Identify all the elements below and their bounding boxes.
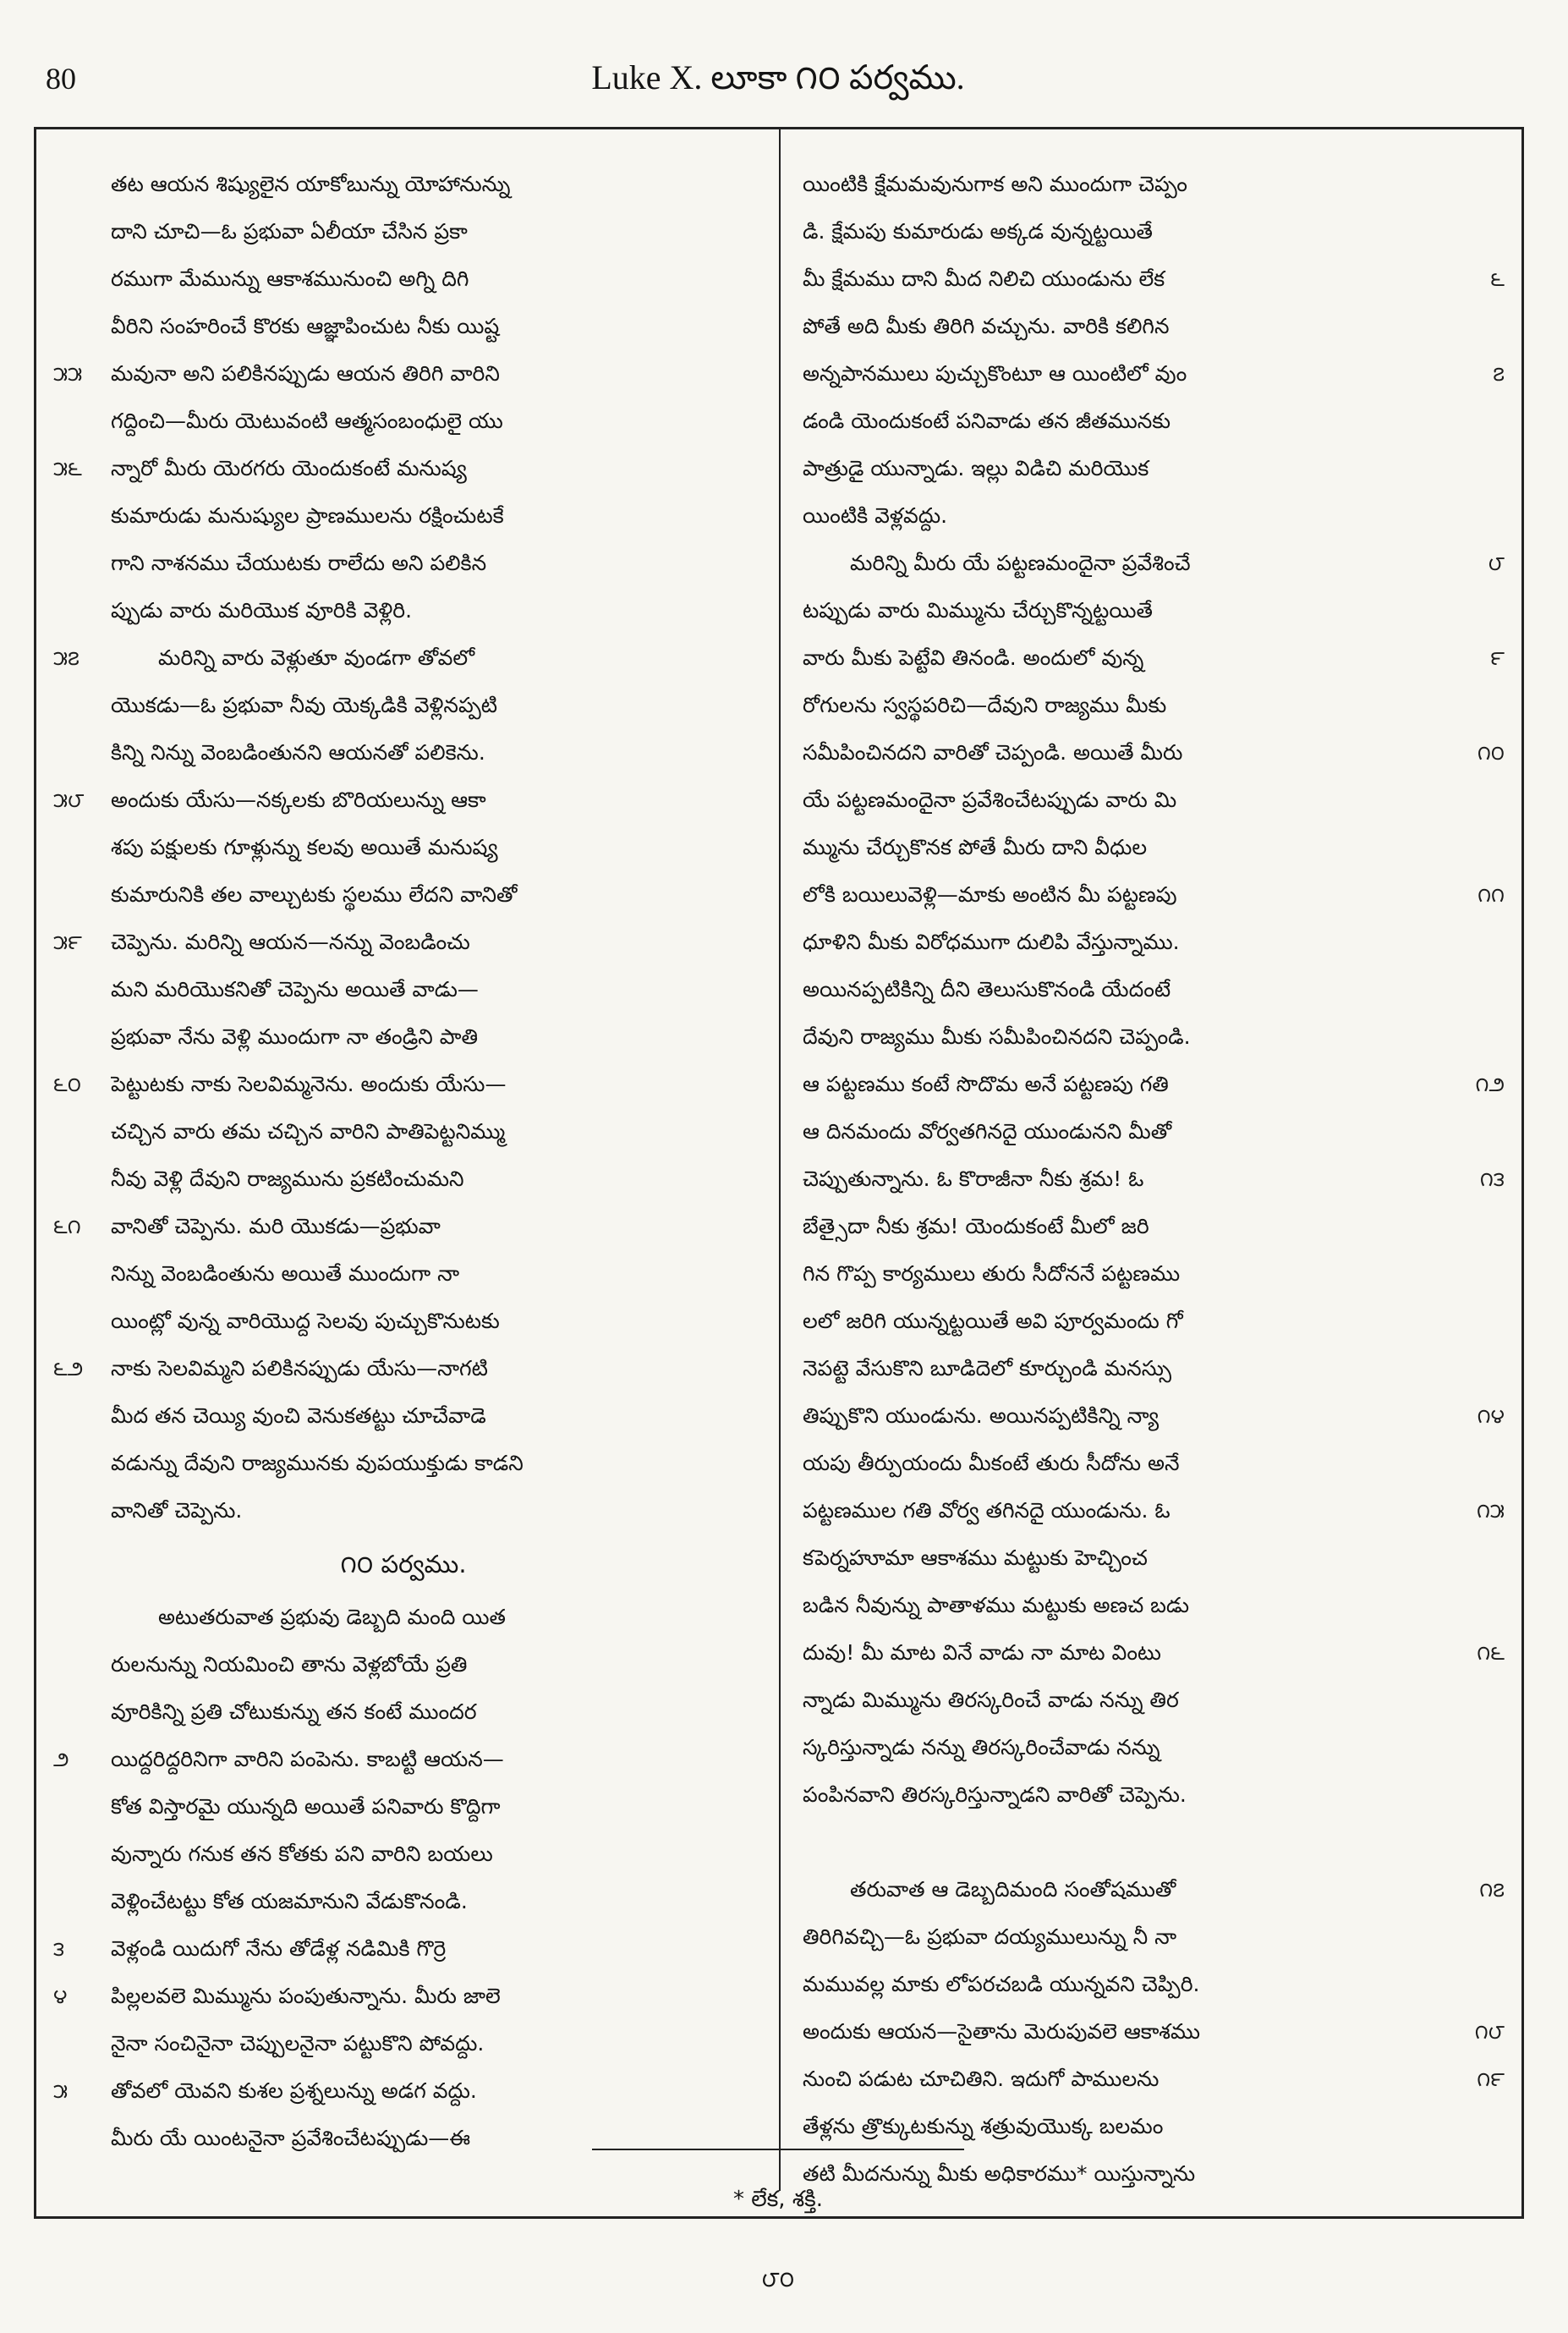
line-text: అటుతరువాత ప్రభువు డెబ్బది మంది యిత [158,1605,506,1629]
text-line [798,966,1508,1013]
text-line [798,161,1508,208]
line-text: యపు తీర్పుయందు మీకంటే తురు సీదోను అనే [803,1451,1180,1475]
line-text: పెట్టుటకు నాకు సెలవిమ్మనెను. అందుకు యేసు— [111,1072,507,1096]
line-text: మీద తన చెయ్యి వుంచి వెనుకతట్టు చూచేవాడె [111,1403,486,1428]
line-text: నుంచి పడుట చూచితిని. ఇదుగో పాములను [803,2067,1160,2091]
text-line [798,587,1508,634]
text-line [48,1203,759,1250]
line-text: అందుకు యేసు—నక్కలకు బొరియలున్ను ఆకా [111,788,486,812]
text-line [798,777,1508,824]
line-text: బడిన నీవున్ను పాతాళము మట్టుకు అణచ బడు [803,1593,1190,1617]
verse-number: ౭ [1493,362,1505,386]
verse-number: ౧౨ [1475,1073,1505,1096]
line-text: యింట్లో వున్న వారియొద్ద సెలవు పుచ్చుకొనుటకు [111,1309,500,1333]
text-line [48,1973,759,2020]
line-text: యే పట్టణమందైనా ప్రవేశించేటప్పుడు వారు మి [803,788,1177,812]
text-line [798,634,1508,682]
line-text: గిన గొప్ప కార్యములు తురు సీదోననే పట్టణము [803,1261,1181,1286]
line-text: యింటికి వెళ్లవద్దు. [803,503,948,528]
line-text: కుమారుడు మనుష్యుల ప్రాణములను రక్షించుటకే [111,503,504,528]
line-text: న్నారో మీరు యెరగరు యెందుకంటే మనుష్య [111,456,467,480]
text-line [48,303,759,350]
verse-number: ౧౩ [1479,1167,1505,1191]
line-text: తేళ్లను త్రొక్కుటకున్ను శత్రువుయొక్క బలమం [803,2114,1164,2138]
line-text: మీ క్షేమము దాని మీద నిలిచి యుండును లేక [803,266,1165,291]
text-line [48,1878,759,1925]
text-line [798,398,1508,445]
text-line [48,682,759,729]
text-line [798,1061,1508,1108]
text-line [48,208,759,255]
text-line [48,398,759,445]
text-line [798,1724,1508,1771]
text-line [798,824,1508,871]
verse-number: ౫౭ [53,646,79,670]
verse-number: ౪ [53,1984,68,2008]
line-text: వెళ్లండి యిదుగో నేను తోడేళ్ల నడిమికి గొర్రె [111,1936,447,1961]
line-text: గాని నాశనము చేయుటకు రాలేదు అని పలికిన [111,551,487,575]
text-line [48,1392,759,1440]
line-text: తిరిగివచ్చి—ఓ ప్రభువా దయ్యములున్ను నీ నా [803,1924,1177,1949]
line-text: డి. క్షేమపు కుమారుడు అక్కడ వున్నట్టయితే [803,219,1153,244]
text-line [798,682,1508,729]
line-text: సమీపించినదని వారితో చెప్పండి. అయితే మీరు [803,740,1183,765]
text-line [798,1771,1508,1819]
line-text: లలో జరిగి యున్నట్టయితే అవి పూర్వమందు గో [803,1309,1183,1333]
line-text: నెపట్టె వేసుకొని బూడిదెలో కూర్చుండి మనస్సు [803,1356,1171,1381]
footnote-rule [592,2149,964,2150]
text-line [798,255,1508,303]
text-line [48,1061,759,1108]
text-line [798,492,1508,540]
text-line [798,1487,1508,1534]
line-text: మరిన్ని వారు వెళ్లుతూ వుండగా తోవలో [158,645,475,670]
line-text: అన్నపానములు పుచ్చుకొంటూ ఆ యింటిలో వుం [803,361,1187,386]
verse-number: ౧౧ [1478,883,1505,907]
text-line [48,1594,759,1641]
text-line [798,2103,1508,2150]
line-text: బేత్సైదా నీకు శ్రమ! యెందుకంటే మీలో జరి [803,1214,1149,1238]
line-text: చెప్పుతున్నాను. ఓ కొరాజీనా నీకు శ్రమ! ఓ [803,1166,1144,1191]
line-text: నైనా సంచినైనా చెప్పులనైనా పట్టుకొని పోవద్దు. [111,2031,485,2056]
text-line [48,1736,759,1783]
line-text: గద్దించి—మీరు యెటువంటి ఆత్మసంబంధులై యు [111,409,503,433]
text-line [798,1961,1508,2008]
verse-number: ౮ [1488,552,1505,575]
text-line [48,1298,759,1345]
text-line [798,1013,1508,1061]
text-line [48,2020,759,2067]
verse-number: ౩ [53,1937,65,1961]
text-line [48,2115,759,2162]
text-line [798,1677,1508,1724]
right-column [798,161,1508,2198]
text-line [798,208,1508,255]
line-text: రులనున్ను నియమించి తాను వెళ్లబోయే ప్రతి [111,1652,468,1677]
text-line [798,729,1508,777]
line-text: తోవలో యెవని కుశల ప్రశ్నలున్ను అడగ వద్దు. [111,2078,477,2103]
text-line [48,1487,759,1534]
text-line [48,1013,759,1061]
text-line [48,1108,759,1156]
text-line [798,1866,1508,1913]
verse-number: ౯ [1490,646,1505,670]
text-line [48,587,759,634]
verse-number: ౧౬ [1477,1641,1505,1665]
line-text: పంపినవాని తిరస్కరిస్తున్నాడని వారితో చెప్పెను. [803,1782,1187,1807]
line-text: కోత విస్తారమై యున్నది అయితే పనివారు కొద్దిగా [111,1794,501,1819]
line-text: మ్మును చేర్చుకొనక పోతే మీరు దాని వీధుల [803,835,1148,859]
page [34,34,1522,2292]
line-text: వడున్ను దేవుని రాజ్యమునకు వుపయుక్తుడు కాడని [111,1451,524,1475]
line-text: చెప్పెను. మరిన్ని ఆయన—నన్ను వెంబడించు [111,930,470,954]
line-text: వూరికిన్ని ప్రతి చోటుకున్ను తన కంటే ముందర [111,1699,477,1724]
line-text: వెళ్లించేటట్టు కోత యజమానుని వేడుకొనండి. [111,1889,468,1913]
line-text: కపెర్నహూమా ఆకాశము మట్టుకు హెచ్చించ [803,1545,1148,1570]
verse-number: ౨ [53,1748,69,1771]
line-text: అందుకు ఆయన—సైతాను మెరుపువలె ఆకాశము [803,2019,1201,2044]
verse-number: ౧౦ [1477,741,1505,765]
text-line [798,1108,1508,1156]
verse-number: ౧౭ [1479,1878,1505,1902]
text-line [798,2056,1508,2103]
line-text: లోకి బయిలువెళ్లి—మాకు అంటిన మీ పట్టణపు [803,882,1177,907]
verse-number: ౬౨ [53,1357,84,1381]
line-text: తిప్పుకొని యుండును. అయినప్పటికిన్ని న్యా [803,1403,1160,1428]
line-text: నాకు సెలవిమ్మని పలికినప్పుడు యేసు—నాగటి [111,1356,488,1381]
verse-number: ౫౫ [53,362,83,386]
text-line [48,824,759,871]
text-line [798,919,1508,966]
text-line [798,1345,1508,1392]
line-text: దువు! మీ మాట వినే వాడు నా మాట వింటు [803,1640,1161,1665]
line-text: యొకడు—ఓ ప్రభువా నీవు యెక్కడికి వెళ్లినప్పటి [111,693,498,717]
line-text: వీరిని సంహరించే కొరకు ఆజ్ఞాపించుట నీకు యిష్ట [111,314,500,338]
text-line [798,1913,1508,1961]
line-text: ధూళిని మీకు విరోధముగా దులిపి వేస్తున్నాము. [803,930,1180,954]
line-text: నిన్ను వెంబడింతును అయితే ముందుగా నా [111,1261,460,1286]
printer-signature: ౮౦ [761,2267,795,2292]
verse-number: ౫ [53,2079,69,2103]
text-line [798,303,1508,350]
text-line [48,1783,759,1831]
verse-number: ౫౯ [53,930,82,954]
line-text: ప్రభువా నేను వెళ్లి ముందుగా నా తండ్రిని పాతి [111,1024,479,1049]
line-text: చచ్చిన వారు తమ చచ్చిన వారిని పాతిపెట్టనిమ్ము [111,1119,506,1144]
text-line [798,1629,1508,1677]
line-text: ఆ దినమందు వోర్వతగినదై యుండునని మీతో [803,1119,1172,1144]
verse-number: ౧౯ [1477,2067,1505,2091]
line-text: న్నాడు మిమ్మును తిరస్కరించే వాడు నన్ను తిర [803,1688,1179,1712]
text-line [798,1250,1508,1298]
text-line [48,350,759,398]
text-line [798,1392,1508,1440]
text-line [798,1203,1508,1250]
text-line [798,350,1508,398]
line-text: రముగా మేమున్ను ఆకాశమునుంచి అగ్ని దిగి [111,266,469,291]
text-line [48,1925,759,1973]
line-text: కిన్ని నిన్ను వెంబడింతునని ఆయనతో పలికెను. [111,740,485,765]
line-text: మీరు యే యింటనైనా ప్రవేశించేటప్పుడు—ఈ [111,2126,471,2150]
text-line [48,966,759,1013]
text-line [48,777,759,824]
line-text: పాత్రుడై యున్నాడు. ఇల్లు విడిచి మరియొక [803,456,1149,480]
line-text: దాని చూచి—ఓ ప్రభువా ఏలీయా చేసిన ప్రకా [111,219,468,244]
line-text: డండి యెందుకంటే పనివాడు తన జీతమునకు [803,409,1171,433]
chapter-heading: ౧౦ పర్వము. [340,1550,467,1578]
page-header [34,34,1522,129]
line-text: ప్పుడు వారు మరియొక వూరికి వెళ్లిరి. [111,598,413,623]
text-line [48,161,759,208]
text-line [798,1298,1508,1345]
line-text: వారు మీకు పెట్టేవి తినండి. అందులో వున్న [803,645,1144,670]
line-text: యిద్దరిద్దరినిగా వారిని పంపెను. కాబట్టి ఆయన— [111,1747,504,1771]
text-line [48,1641,759,1688]
verse-number: ౧౪ [1477,1404,1505,1428]
text-line [48,919,759,966]
line-text: అయినప్పటికిన్ని దీని తెలుసుకొనండి యేదంటే [803,977,1171,1002]
line-text: స్కరిస్తున్నాడు నన్ను తిరస్కరించేవాడు నన్ను [803,1735,1160,1759]
text-line [48,2067,759,2115]
left-column [48,161,759,2162]
text-frame [34,127,1524,2219]
line-text: తరువాత ఆ డెబ్బదిమంది సంతోషముతో [850,1877,1176,1902]
text-line [48,1440,759,1487]
text-line [48,1345,759,1392]
verse-number: ౬ [1490,267,1505,291]
line-text: మరిన్ని మీరు యే పట్టణమందైనా ప్రవేశించే [850,551,1191,575]
column-divider [779,127,781,2191]
text-line [48,445,759,492]
text-line [48,492,759,540]
line-text: తట ఆయన శిష్యులైన యాకోబున్ను యోహానున్ను [111,172,511,196]
line-text: దేవుని రాజ్యము మీకు సమీపించినదని చెప్పండి. [803,1024,1191,1049]
line-text: శపు పక్షులకు గూళ్లున్ను కలవు అయితే మనుష్య [111,835,498,859]
text-line [798,1534,1508,1582]
text-line [48,1250,759,1298]
line-text: ఆ పట్టణము కంటే సొదొమ అనే పట్టణపు గతి [803,1072,1169,1096]
line-text: మమువల్ల మాకు లోపరచబడి యున్నవని చెప్పిరి. [803,1972,1200,1996]
text-line [798,2008,1508,2056]
line-text: వానితో చెప్పెను. మరి యొకడు—ప్రభువా [111,1214,441,1238]
line-text: రోగులను స్వస్థపరిచి—దేవుని రాజ్యము మీకు [803,693,1167,717]
verse-number: ౫౬ [53,457,82,480]
text-line [798,1440,1508,1487]
text-line [798,540,1508,587]
page-number: 80 [46,62,76,96]
line-text: కుమారునికి తల వాల్చుటకు స్థలము లేదని వానితో [111,882,518,907]
text-line [48,1831,759,1878]
line-text: పిల్లలవలె మిమ్మును పంపుతున్నాను. మీరు జాలె [111,1984,501,2008]
verse-number: ౫౮ [53,788,85,812]
line-text: యింటికి క్షేమమవునుగాక అని ముందుగా చెప్పం [803,172,1187,196]
text-line [48,255,759,303]
verse-number: ౬౧ [53,1215,81,1238]
verse-number: ౧౫ [1476,1499,1505,1523]
line-text: వున్నారు గనుక తన కోతకు పని వారిని బయలు [111,1842,493,1866]
text-line [48,1156,759,1203]
line-text: మని మరియొకనితో చెప్పెను అయితే వాడు— [111,977,479,1002]
text-line [798,871,1508,919]
text-line [798,445,1508,492]
text-line [798,1819,1508,1866]
line-text: పోతే అది మీకు తిరిగి వచ్చును. వారికి కలిగిన [803,314,1170,338]
line-text: టప్పుడు వారు మిమ్మును చేర్చుకొన్నట్టయితే [803,598,1153,623]
verse-number: ౬౦ [53,1073,81,1096]
line-text: తటి మీదనున్ను మీకు అధికారము* యిస్తున్నాను [803,2161,1196,2186]
text-line [798,1582,1508,1629]
line-text: నీవు వెళ్లి దేవుని రాజ్యమును ప్రకటించుమని [111,1166,464,1191]
text-line [48,729,759,777]
running-head: Luke X. లూకా ౧౦ పర్వము. [591,58,965,96]
text-line [48,871,759,919]
text-line [48,1688,759,1736]
text-line [798,1156,1508,1203]
line-text: మవునా అని పలికినప్పుడు ఆయన తిరిగి వారిని [111,361,500,386]
line-text: పట్టణముల గతి వోర్వ తగినదై యుండును. ఓ [803,1498,1171,1523]
text-line [48,540,759,587]
text-line [48,634,759,682]
footnote: * లేక, శక్తి. [733,2187,823,2212]
verse-number: ౧౮ [1474,2020,1505,2044]
line-text: వానితో చెప్పెను. [111,1498,243,1523]
